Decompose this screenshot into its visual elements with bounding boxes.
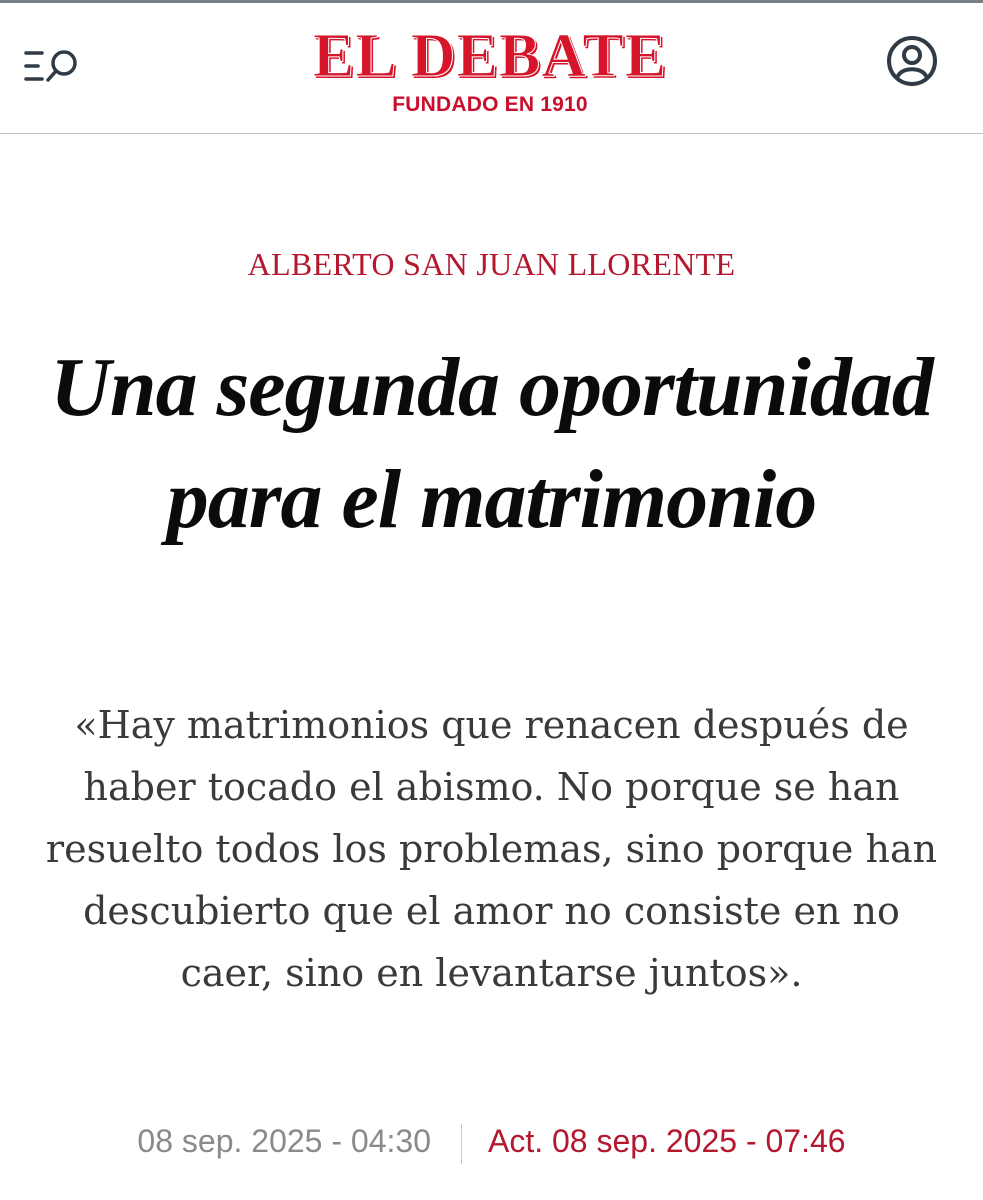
article-dates: [0, 1118, 983, 1164]
site-header: [0, 3, 983, 134]
menu-search-icon: [24, 45, 80, 93]
user-account-button[interactable]: [884, 33, 940, 89]
logo-tagline: FUNDADO EN 1910: [392, 93, 588, 116]
article-subtitle: «Hay matrimonios que renacen después de haber tocado el abismo. No porque se han resuelto todos los problemas, sino porque han descubierto que el amor no consiste en no caer, sino en levantarse juntos».: [45, 703, 938, 995]
published-date: 08 sep. 2025 - 04:30: [137, 1123, 431, 1159]
article-headline: Una segunda oportunidad para el matrimonio: [50, 341, 933, 546]
updated-date: Act. 08 sep. 2025 - 07:46: [487, 1123, 846, 1159]
logo-wordmark: EL DEBATE: [312, 22, 668, 90]
user-account-icon: [884, 33, 940, 89]
site-logo[interactable]: [240, 22, 740, 117]
date-divider: [461, 1124, 462, 1164]
article-author[interactable]: ALBERTO SAN JUAN LLORENTE: [247, 246, 736, 282]
menu-search-button[interactable]: [24, 45, 80, 93]
